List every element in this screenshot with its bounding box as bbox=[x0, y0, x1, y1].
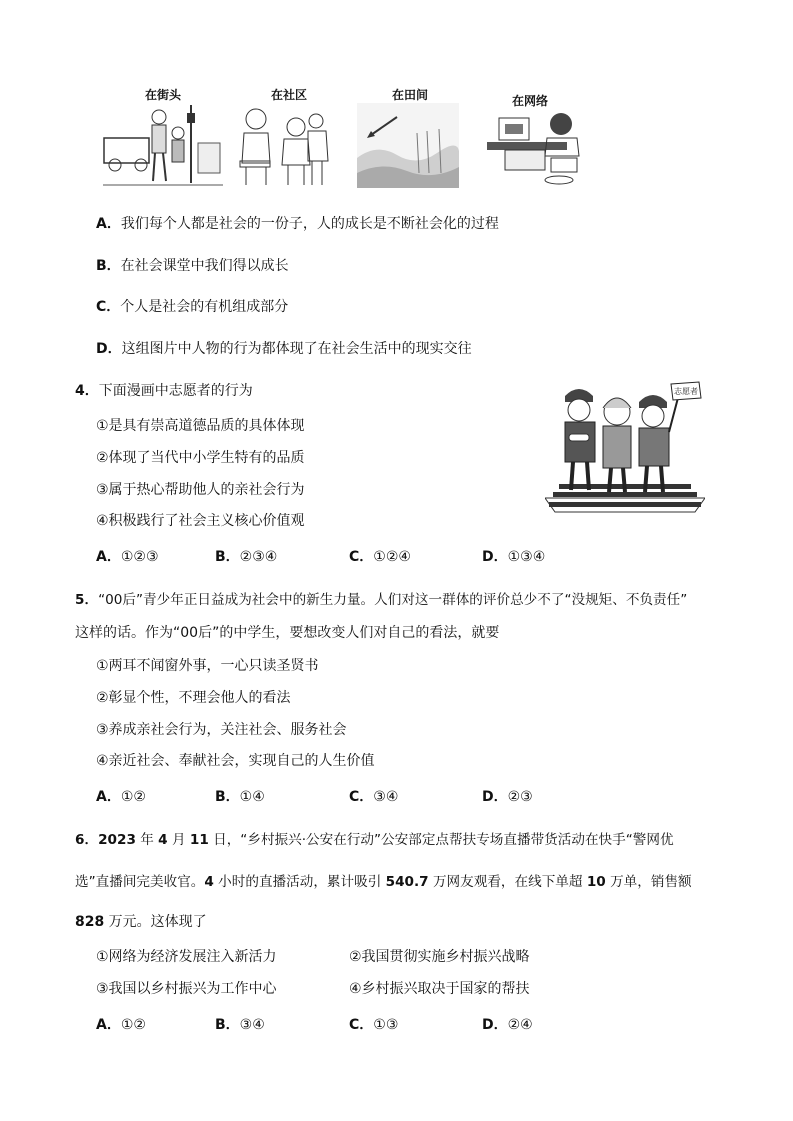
q5-statement: ②彰显个性，不理会他人的看法 bbox=[96, 690, 291, 706]
q4-choice-letter: C． bbox=[349, 549, 374, 565]
q6-text: 小时的直播活动，累计吸引 bbox=[213, 874, 386, 890]
q4-choice-c bbox=[349, 546, 411, 566]
picture-caption-street: 在街头 bbox=[144, 88, 181, 102]
q4-statement: ③属于热心帮助他人的亲社会行为 bbox=[96, 482, 305, 498]
q5-stem-line1 bbox=[75, 588, 687, 608]
q6-text: 年 bbox=[135, 832, 159, 848]
q5-choice-text: ①② bbox=[120, 789, 146, 805]
q3-option-text: 在社会课堂中我们得以成长 bbox=[120, 258, 289, 274]
q5-choice-text: ③④ bbox=[373, 789, 399, 805]
q6-choice-text: ①③ bbox=[373, 1017, 399, 1033]
q5-statement: ①两耳不闻窗外事，一心只读圣贤书 bbox=[96, 658, 319, 674]
q6-text: 万单，销售额 bbox=[605, 874, 692, 890]
q5-choice-letter: C． bbox=[349, 789, 374, 805]
field-scene-illustration-icon bbox=[357, 103, 459, 188]
q5-choice-text: ②③ bbox=[507, 789, 533, 805]
q6-text: 月 bbox=[167, 832, 190, 848]
volunteer-flag bbox=[671, 382, 701, 400]
q3-option-b bbox=[96, 255, 289, 275]
q6-orders: 10 bbox=[586, 874, 606, 890]
q6-number: 6． bbox=[75, 832, 99, 848]
q6-text: 日，“乡村振兴·公安在行动”公安部定点帮扶专场直播带货活动在快手“警网优 bbox=[208, 832, 674, 848]
q6-choice-letter: C． bbox=[349, 1017, 374, 1033]
q6-choice-letter: B． bbox=[215, 1017, 240, 1033]
q5-stem-text: “00后”青少年正日益成为社会中的新生力量。人们对这一群体的评价总少不了“没规矩、不负责任” bbox=[98, 592, 688, 608]
q6-text: 选”直播间完美收官。 bbox=[75, 874, 205, 890]
picture-caption-online: 在网络 bbox=[511, 94, 548, 108]
q3-option-text: 个人是社会的有机组成部分 bbox=[120, 299, 289, 315]
q3-option-letter: B． bbox=[96, 258, 121, 274]
volunteer-left-figure bbox=[565, 389, 595, 490]
q6-month: 4 bbox=[158, 832, 168, 848]
volunteer-flag-text: 志愿者 bbox=[674, 387, 698, 396]
q5-choice-letter: B． bbox=[215, 789, 240, 805]
q4-statement: ④积极践行了社会主义核心价值观 bbox=[96, 513, 305, 529]
q3-option-a bbox=[96, 213, 499, 233]
q6-stem-line1 bbox=[75, 828, 674, 848]
q4-number: 4． bbox=[75, 383, 99, 399]
elderly-figure bbox=[603, 398, 631, 492]
q6-day: 11 bbox=[189, 832, 209, 848]
q5-choice-c bbox=[349, 786, 398, 806]
q4-choice-b bbox=[215, 546, 277, 566]
q3-option-letter: D． bbox=[96, 341, 122, 357]
volunteer-right-figure bbox=[639, 394, 679, 492]
q6-statement: ④乡村振兴取决于国家的帮扶 bbox=[349, 981, 530, 997]
volunteer-cartoon-illustration bbox=[545, 380, 705, 515]
q4-statement: ②体现了当代中小学生特有的品质 bbox=[96, 450, 305, 466]
q5-choice-b bbox=[215, 786, 265, 806]
q4-choice-letter: D． bbox=[482, 549, 508, 565]
q5-choice-letter: A． bbox=[96, 789, 121, 805]
q5-choice-letter: D． bbox=[482, 789, 508, 805]
q4-choice-text: ①②④ bbox=[373, 549, 411, 565]
q6-choice-a bbox=[96, 1014, 146, 1034]
q6-statement: ③我国以乡村振兴为工作中心 bbox=[96, 981, 277, 997]
q6-text: 万网友观看，在线下单超 bbox=[428, 874, 587, 890]
q6-sales: 828 bbox=[75, 914, 105, 930]
q3-option-text: 我们每个人都是社会的一份子，人的成长是不断社会化的过程 bbox=[120, 216, 499, 232]
q4-choice-d bbox=[482, 546, 545, 566]
q4-choice-text: ②③④ bbox=[239, 549, 278, 565]
q5-choice-a bbox=[96, 786, 146, 806]
q6-choice-text: ①② bbox=[120, 1017, 146, 1033]
q6-choice-text: ②④ bbox=[507, 1017, 533, 1033]
q5-choice-d bbox=[482, 786, 533, 806]
q3-option-letter: A． bbox=[96, 216, 121, 232]
q4-choice-text: ①②③ bbox=[120, 549, 159, 565]
q6-statement: ②我国贯彻实施乡村振兴战略 bbox=[349, 949, 530, 965]
online-scene-illustration-icon bbox=[485, 108, 585, 186]
q4-stem-text: 下面漫画中志愿者的行为 bbox=[98, 383, 253, 399]
q6-year: 2023 bbox=[98, 832, 136, 848]
q6-viewers: 540.7 bbox=[385, 874, 429, 890]
q6-choice-c bbox=[349, 1014, 398, 1034]
q4-choice-letter: B． bbox=[215, 549, 240, 565]
q6-statement: ①网络为经济发展注入新活力 bbox=[96, 949, 277, 965]
q3-option-c bbox=[96, 296, 288, 316]
q6-text: 万元。这体现了 bbox=[104, 914, 207, 930]
q5-number: 5． bbox=[75, 592, 99, 608]
q5-statement: ③养成亲社会行为，关注社会、服务社会 bbox=[96, 722, 347, 738]
q6-choice-letter: D． bbox=[482, 1017, 508, 1033]
q6-choice-b bbox=[215, 1014, 265, 1034]
q4-choice-letter: A． bbox=[96, 549, 121, 565]
q6-choice-letter: A． bbox=[96, 1017, 121, 1033]
q5-statement: ④亲近社会、奉献社会，实现自己的人生价值 bbox=[96, 753, 375, 769]
community-scene-illustration-icon bbox=[236, 103, 332, 188]
q5-stem-line2: 这样的话。作为“00后”的中学生，要想改变人们对自己的看法，就要 bbox=[75, 625, 500, 641]
q6-choice-d bbox=[482, 1014, 533, 1034]
q3-option-text: 这组图片中人物的行为都体现了在社会生活中的现实交往 bbox=[121, 341, 472, 357]
q4-statement: ①是具有崇高道德品质的具体体现 bbox=[96, 418, 305, 434]
q3-option-letter: C． bbox=[96, 299, 121, 315]
q6-stem-line3 bbox=[75, 911, 207, 931]
picture-caption-field: 在田间 bbox=[391, 88, 428, 102]
q3-option-d bbox=[96, 338, 472, 358]
q6-hours: 4 bbox=[204, 874, 214, 890]
q6-choice-text: ③④ bbox=[239, 1017, 265, 1033]
q5-choice-text: ①④ bbox=[239, 789, 265, 805]
street-scene-illustration-icon bbox=[103, 103, 223, 188]
q6-stem-line2 bbox=[75, 870, 692, 890]
q4-choice-a bbox=[96, 546, 159, 566]
q4-choice-text: ①③④ bbox=[507, 549, 546, 565]
picture-caption-community: 在社区 bbox=[270, 88, 307, 102]
q4-stem bbox=[75, 380, 253, 400]
